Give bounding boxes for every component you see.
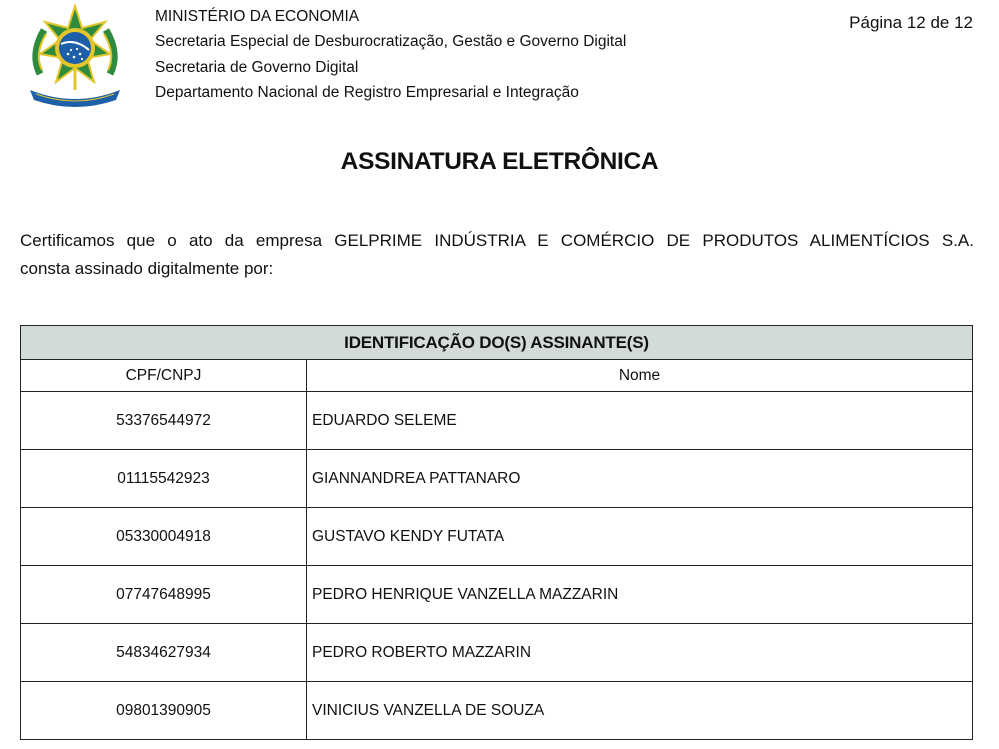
signers-table (20, 325, 973, 740)
column-header-name: Nome (307, 360, 973, 392)
table-row (21, 682, 973, 740)
cpf-cell: 53376544972 (21, 392, 307, 450)
name-cell: GUSTAVO KENDY FUTATA (307, 508, 973, 566)
name-cell: VINICIUS VANZELLA DE SOUZA (307, 682, 973, 740)
certification-line-2: consta assinado digitalmente por: (20, 259, 274, 278)
column-header-cpf: CPF/CNPJ (21, 360, 307, 392)
name-cell: PEDRO HENRIQUE VANZELLA MAZZARIN (307, 566, 973, 624)
name-cell: GIANNANDREA PATTANARO (307, 450, 973, 508)
document-title: ASSINATURA ELETRÔNICA (340, 148, 659, 175)
page-number: Página 12 de 12 (849, 13, 973, 32)
secretariat-name: Secretaria de Governo Digital (155, 58, 359, 76)
cpf-cell: 54834627934 (21, 624, 307, 682)
department-name: Departamento Nacional de Registro Empresarial e Integração (155, 84, 579, 102)
table-row (21, 392, 973, 450)
agency-header (155, 4, 626, 106)
cpf-cell: 07747648995 (21, 566, 307, 624)
table-row (21, 624, 973, 682)
special-secretariat-name: Secretaria Especial de Desburocratização, Gestão e Governo Digital (155, 33, 627, 51)
name-cell: EDUARDO SELEME (307, 392, 973, 450)
signers-table-heading: IDENTIFICAÇÃO DO(S) ASSINANTE(S) (21, 326, 973, 360)
ministry-name: MINISTÉRIO DA ECONOMIA (155, 8, 360, 25)
cpf-cell: 09801390905 (21, 682, 307, 740)
table-row (21, 450, 973, 508)
table-row (21, 566, 973, 624)
table-row (21, 508, 973, 566)
certification-text (20, 227, 974, 283)
brazil-coat-of-arms-icon (22, 4, 128, 110)
cpf-cell: 05330004918 (21, 508, 307, 566)
certification-line-1: Certificamos que o ato da empresa GELPRIME INDÚSTRIA E COMÉRCIO DE PRODUTOS ALIMENTÍCIOS S.A. (20, 231, 974, 250)
cpf-cell: 01115542923 (21, 450, 307, 508)
name-cell: PEDRO ROBERTO MAZZARIN (307, 624, 973, 682)
